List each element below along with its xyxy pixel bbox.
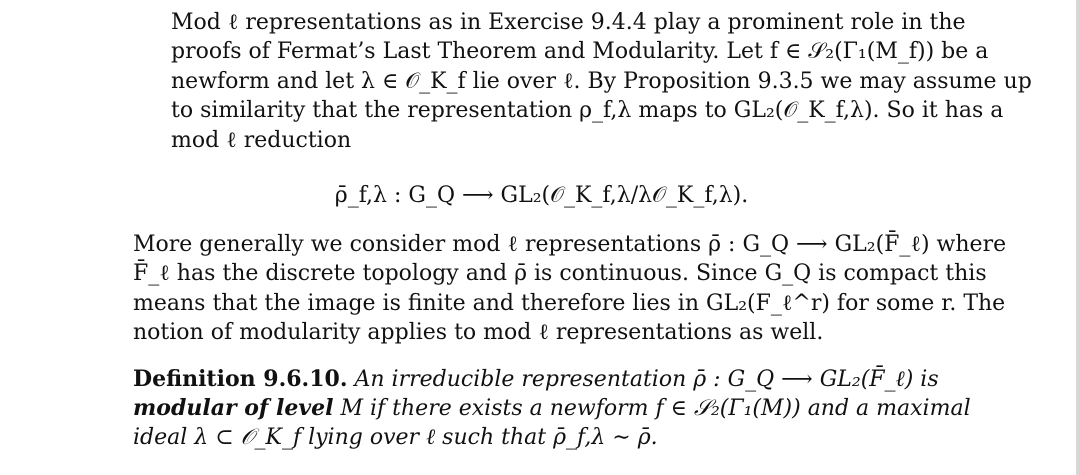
definition-text-2: M if there exists a newform f ∈ 𝒮₂(Γ₁(M)) and a maximal — [340, 396, 971, 422]
paragraph-2-line-3: means that the image is finite and therefore lies in GL₂(F_ℓ^r) for some r. The — [133, 290, 1006, 316]
definition-label: Definition 9.6.10. — [133, 365, 348, 392]
definition-line-3: ideal λ ⊂ 𝒪_K_f lying over ℓ such that ρ̄_f,λ ∼ ρ̄. — [133, 425, 658, 451]
paragraph-2-line-2: F̄_ℓ has the discrete topology and ρ̄ is continuous. Since G_Q is compact this — [133, 261, 987, 287]
paragraph-2 — [133, 230, 1007, 348]
definition-line-2 — [133, 394, 971, 423]
paragraph-1 — [133, 8, 1032, 155]
paragraph-2-line-1: More generally we consider mod ℓ representations ρ̄ : G_Q ⟶ GL₂(F̄_ℓ) where — [133, 232, 1007, 258]
definition-block — [133, 365, 971, 453]
display-equation: ρ̄_f,λ : G_Q ⟶ GL₂(𝒪_K_f,λ/λ𝒪_K_f,λ). — [334, 183, 749, 209]
definition-line-1 — [133, 365, 950, 394]
paragraph-1-line-5: mod ℓ reduction — [171, 127, 352, 153]
paragraph-1-line-1: Mod ℓ representations as in Exercise 9.4.4 play a prominent role in the — [171, 10, 966, 35]
paragraph-2-line-4: notion of modularity applies to mod ℓ representations as well. — [133, 320, 824, 346]
paragraph-1-line-4: to similarity that the representation ρ_f,λ maps to GL₂(𝒪_K_f,λ). So it has a — [171, 98, 1004, 124]
paragraph-1-line-2: proofs of Fermat’s Last Theorem and Modularity. Let f ∈ 𝒮₂(Γ₁(M_f)) be a — [171, 39, 989, 65]
paragraph-1-line-3: newform and let λ ∈ 𝒪_K_f lie over ℓ. By Proposition 9.3.5 we may assume up — [171, 68, 1032, 94]
definition-text-1: An irreducible representation ρ̄ : G_Q ⟶ GL₂(F̄_ℓ) is — [354, 366, 939, 392]
definition-term: modular of level — [133, 395, 334, 422]
textbook-page — [133, 8, 1032, 453]
